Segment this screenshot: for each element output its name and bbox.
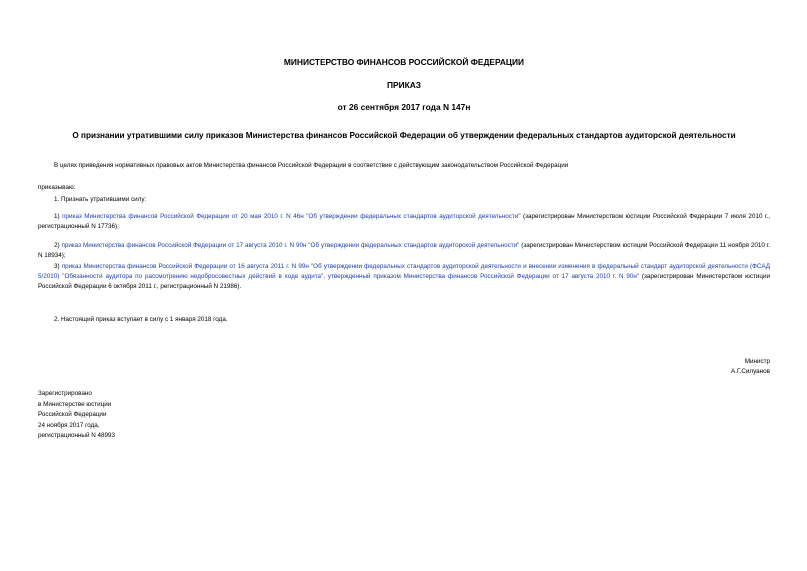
list-item-prefix: 2) — [54, 242, 62, 249]
registration-block — [38, 389, 238, 442]
list-item-suffix: (зарегистрирован Министерством юстиции Российской Федерации 11 ноября 2010 г. N 18934); — [38, 242, 770, 259]
list-item — [38, 241, 770, 261]
list-item — [38, 262, 770, 292]
signatory-position: Министр — [744, 358, 770, 365]
order-link[interactable]: приказ Министерства финансов Российской Федерации от 17 августа 2010 г. N 90н "Об утверждении федеральных стандартов аудиторской деятельности" — [61, 242, 520, 249]
registration-line: в Министерстве юстиции — [38, 400, 112, 408]
registration-line: регистрационный N 48993 — [38, 432, 116, 439]
registration-line: Зарегистрировано — [38, 390, 92, 397]
list-item-suffix: (зарегистрирован Министерством юстиции Российской Федерации 7 июля 2010 г., регистрационный N 17736); — [38, 213, 770, 230]
orders-word: приказываю: — [38, 184, 76, 191]
document-type-heading: ПРИКАЗ — [386, 80, 422, 90]
document-title: О признании утратившими силу приказов Министерства финансов Российской Федерации об утверждении федеральных стандартов аудиторской деятельности — [72, 131, 736, 140]
registration-line: 24 ноября 2017 года, — [38, 421, 100, 429]
ministry-heading: МИНИСТЕРСТВО ФИНАНСОВ РОССИЙСКОЙ ФЕДЕРАЦИИ — [283, 57, 525, 67]
list-item-prefix: 1) — [54, 213, 63, 220]
intro-paragraph: В целях приведения нормативных правовых актов Министерства финансов Российской Федерации в соответствие с действующим законодательством Российской Федерации — [54, 162, 569, 169]
date-number-heading: от 26 сентября 2017 года N 147н — [337, 102, 471, 112]
list-item-suffix: (зарегистрирован Министерством юстиции Российской Федерации 6 октября 2011 г., регистрационный N 21986). — [38, 273, 771, 290]
list-item — [38, 212, 770, 232]
item-2-paragraph: 2. Настоящий приказ вступает в силу с 1 января 2018 года. — [54, 316, 228, 323]
document-page — [38, 0, 770, 571]
order-link[interactable]: приказ Министерства финансов Российской Федерации от 20 мая 2010 г. N 46н "Об утверждении федеральных стандартов аудиторской деятельности" — [62, 213, 521, 220]
signatory-name: А.Г.Силуанов — [731, 368, 770, 375]
order-link[interactable]: приказ Министерства финансов Российской Федерации от 16 августа 2011 г. N 99н "Об утверждении федеральных стандартов аудиторской деятельности и внесении изменения в федеральный стандарт аудиторской деятельности (ФСАД 5/2010) "Обязанности аудитора по рассмотрению недобросовестных действий в ходе аудита", утвержденный приказом Министерства финансов Российской Федерации от 17 августа 2010 г. N 90н" — [38, 263, 770, 280]
registration-line: Российской Федерации — [38, 411, 107, 418]
list-item-prefix: 3) — [54, 263, 62, 270]
item-1-paragraph: 1. Признать утратившими силу: — [54, 196, 147, 203]
